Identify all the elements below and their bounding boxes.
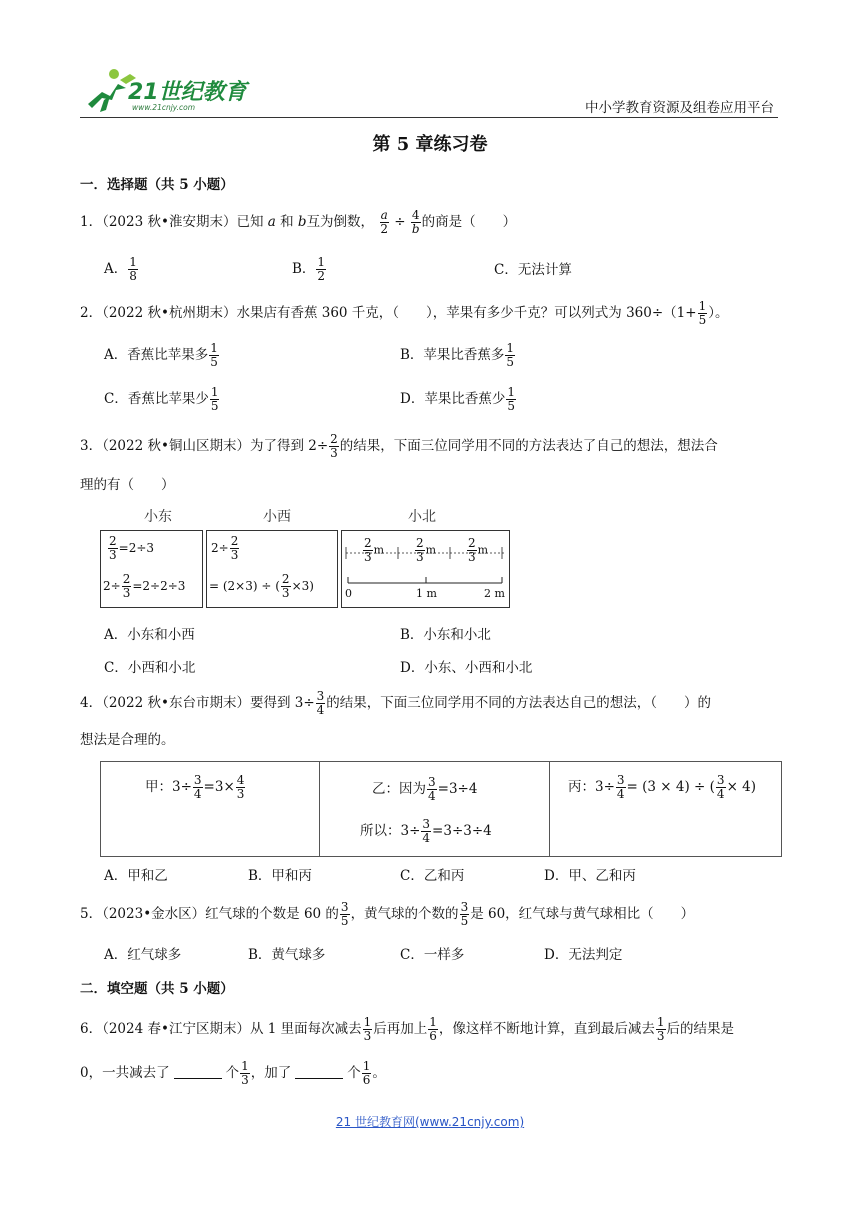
question-6-line2: 0，一共减去了 个 $\frac{1}{3}$ ，加了 个 $\frac{1}{6}$ 。 [80, 1059, 386, 1087]
logo-text: 21世纪教育 [128, 80, 247, 105]
question-6: 6．（2024 春•江宁区期末）从 1 里面每次减去 $\frac{1}{3}$ 后再加上 $\frac{1}{6}$ ，像这样不断地计算，直到最后减去 $\frac{1}{3}$ 后的结果是 [80, 1015, 735, 1043]
footer-link[interactable]: 21 世纪教育网(www.21cnjy.com) [335, 1115, 525, 1129]
q1-option-c[interactable]: C．无法计算 [494, 262, 572, 278]
question-1: 1．（2023 秋•淮安期末）已知 a 和 b互为倒数， $\frac{a}{2}$ ÷ $\frac{4}{b}$ 的商是（ ） [80, 208, 517, 236]
q4-option-b[interactable]: B．甲和丙 [248, 868, 312, 884]
xiaoxi-box: 2÷ $\frac{2}{3}$ = (2×3) ÷ ( $\frac{2}{3}$ ×3) [206, 530, 338, 608]
fraction: $\frac{a}{2}$ [380, 208, 388, 236]
q3-option-a[interactable]: A．小东和小西 [104, 627, 195, 643]
q4-option-d[interactable]: D．甲、乙和丙 [544, 868, 636, 884]
q5-option-c[interactable]: C．一样多 [400, 947, 465, 963]
logo-sub: www.21cnjy.com [132, 103, 196, 112]
question-3-line2: 理的有（ ） [80, 477, 175, 493]
xiaodong-box: $\frac{2}{3}$ =2÷3 2÷ $\frac{2}{3}$ =2÷2÷3 [100, 530, 203, 608]
q3-option-b[interactable]: B．小东和小北 [400, 627, 491, 643]
question-4-line2: 想法是合理的。 [80, 732, 175, 748]
fraction: $\frac{4}{b}$ [411, 208, 420, 236]
q2-option-c[interactable]: C．香蕉比苹果少 $\frac{1}{5}$ [104, 385, 219, 413]
platform-name: 中小学教育资源及组卷应用平台 [585, 100, 774, 116]
site-logo [80, 66, 255, 116]
xiaobei-box: $\frac{2}{3}$ m $\frac{2}{3}$ m $\frac{2}{3}$ m 0 1 m 2 m [341, 530, 510, 608]
question-3: 3．（2022 秋•铜山区期末）为了得到 2÷ $\frac{2}{3}$ 的结果，下面三位同学用不同的方法表达了自己的想法，想法合 [80, 432, 718, 460]
page-title: 第 5 章练习卷 [372, 134, 488, 155]
q3-methods-figure [100, 500, 510, 608]
question-2: 2．（2022 秋•杭州期末）水果店有香蕉 360 千克，（ ），苹果有多少千克？可以列式为 360÷（1+ $\frac{1}{5}$ ）。 [80, 299, 729, 327]
q4-methods-table [100, 761, 782, 857]
section-heading-choice: 一．选择题（共 5 小题） [80, 177, 234, 193]
q3-option-c[interactable]: C．小西和小北 [104, 660, 196, 676]
q5-option-a[interactable]: A．红气球多 [104, 947, 182, 963]
section-heading-fill: 二．填空题（共 5 小题） [80, 981, 234, 997]
method-yi: 乙：因为 $\frac{3}{4}$ =3÷4 所以：3÷ $\frac{3}{4}$ =3÷3÷4 [320, 762, 550, 856]
q2-option-a[interactable]: A．香蕉比苹果多 $\frac{1}{5}$ [104, 341, 218, 369]
q4-option-a[interactable]: A．甲和乙 [104, 868, 168, 884]
q4-option-c[interactable]: C．乙和丙 [400, 868, 465, 884]
q5-option-b[interactable]: B．黄气球多 [248, 947, 326, 963]
q5-option-d[interactable]: D．无法判定 [544, 947, 623, 963]
q2-option-d[interactable]: D．苹果比香蕉少 $\frac{1}{5}$ [400, 385, 515, 413]
name-xiaobei: 小北 [408, 509, 436, 525]
q1-option-a[interactable]: A． $\frac{1}{8}$ [104, 255, 137, 283]
header-divider [80, 117, 778, 118]
q2-option-b[interactable]: B．苹果比香蕉多 $\frac{1}{5}$ [400, 341, 515, 369]
method-bing: 丙：3÷ $\frac{3}{4}$ = (3 × 4) ÷ ( $\frac{3}{4}$ × 4) [568, 773, 757, 801]
name-xiaoxi: 小西 [263, 509, 291, 525]
q1-option-b[interactable]: B． $\frac{1}{2}$ [292, 255, 326, 283]
answer-blank-1[interactable] [174, 1064, 222, 1079]
method-jia: 甲：3÷ $\frac{3}{4}$ =3× $\frac{4}{3}$ [101, 762, 320, 856]
q3-option-d[interactable]: D．小东、小西和小北 [400, 660, 533, 676]
name-xiaodong: 小东 [144, 509, 172, 525]
question-4: 4．（2022 秋•东台市期末）要得到 3÷ $\frac{3}{4}$ 的结果，下面三位同学用不同的方法表达自己的想法，（ ）的 [80, 689, 712, 717]
answer-blank-2[interactable] [295, 1064, 343, 1079]
question-5: 5．（2023•金水区）红气球的个数是 60 的 $\frac{3}{5}$ ，黄气球的个数的 $\frac{3}{5}$ 是 60，红气球与黄气球相比（ ） [80, 900, 695, 928]
